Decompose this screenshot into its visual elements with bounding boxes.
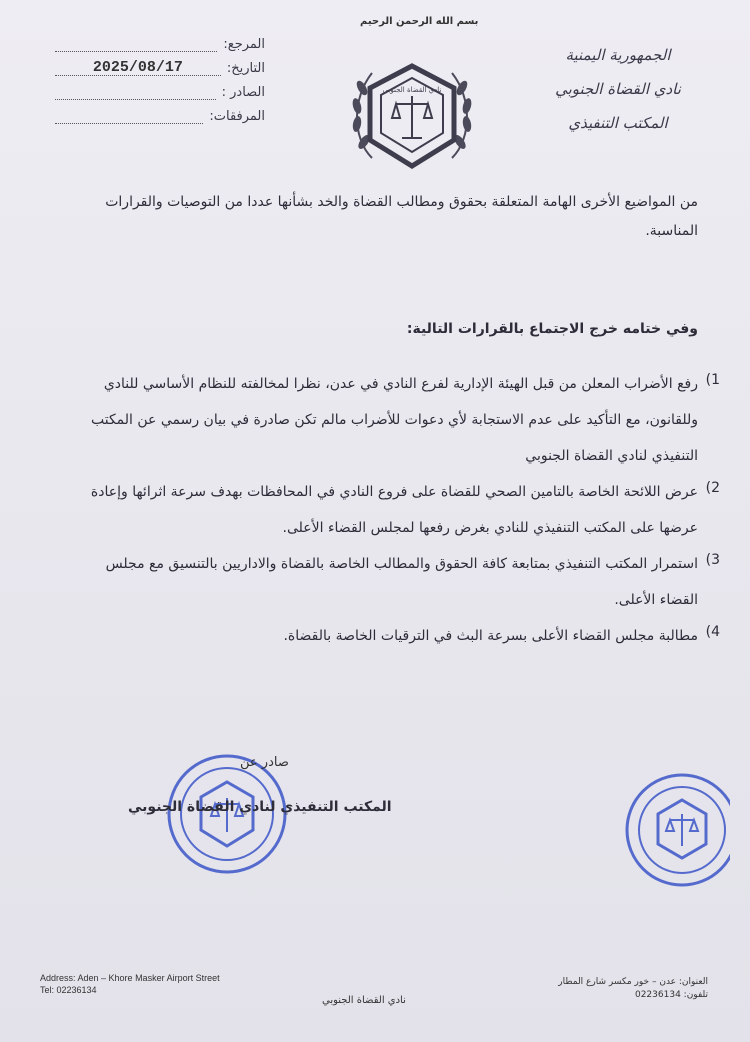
org-header — [518, 38, 718, 140]
footer-address-ar: العنوان: عدن – خور مكسر شارع المطار — [558, 977, 708, 987]
org-line-club: نادي القضاة الجنوبي — [555, 80, 681, 98]
date-value: 2025/08/17 — [55, 59, 221, 76]
issued-by-label: صادر عن — [240, 755, 289, 770]
list-item: 2) عرض اللائحة الخاصة بالتامين الصحي للقضاة على فروع النادي في المحافظات بهدف سرعة اثرائها وإعادة عرضها على المكتب التنفيذي للنادي بغرض رفعها لمجلس القضاء الأعلى. — [90, 480, 720, 536]
intro-paragraph: من المواضيع الأخرى الهامة المتعلقة بحقوق ومطالب القضاة والخد بشأنها عددا من التوصيات والقرارات المناسبة. — [105, 194, 698, 239]
partial-stamp-icon — [620, 768, 730, 893]
org-line-office: المكتب التنفيذي — [568, 114, 668, 132]
basmala: بسم الله الرحمن الرحيم — [360, 16, 479, 27]
footer-contact-ar — [558, 976, 708, 1002]
field-reference: المرجع: — [55, 28, 265, 52]
list-item: 3) استمرار المكتب التنفيذي بمتابعة كافة الحقوق والمطالب الخاصة بالقضاة والاداريين بالتنسيق مع مجلس القضاء الأعلى. — [105, 552, 720, 608]
field-outgoing: الصادر : — [55, 76, 265, 100]
footer-tel-ar: تلفون: 02236134 — [634, 990, 708, 1000]
list-item: 4) مطالبة مجلس القضاء الأعلى بسرعة البث في الترقيات الخاصة بالقضاة. — [283, 624, 720, 644]
issuing-office: المكتب التنفيذي لنادي القضاة الجنوبي — [128, 799, 392, 815]
field-date: التاريخ: 2025/08/17 — [55, 52, 265, 76]
club-emblem-icon — [342, 58, 482, 178]
footer-tel-en: Tel: 02236134 — [40, 985, 97, 995]
footer-contact-en — [40, 972, 220, 996]
footer-club-name: نادي القضاة الجنوبي — [322, 995, 406, 1006]
decisions-heading: وفي ختامه خرج الاجتماع بالقرارات التالية: — [406, 321, 698, 337]
emblem-text: نادي القضاة الجنوبي — [382, 86, 442, 94]
list-item: 1) رفع الأضراب المعلن من قبل الهيئة الإدارية لفرع النادي في عدن، نظرا لمخالفته للنظام الأساسي للنادي وللقانون، مع التأكيد على عدم الاستجابة لأي دعوات للأضراب مالم تكن صادرة في بيان رسمي عن المكتب التنفيذي لنادي القضاة الجنوبي — [90, 372, 720, 464]
field-attachments: المرفقات: — [55, 100, 265, 124]
org-line-republic: الجمهورية اليمنية — [565, 46, 671, 64]
footer-address-en: Address: Aden – Khore Masker Airport Street — [40, 973, 220, 983]
reference-fields — [55, 28, 265, 124]
decisions-list — [78, 366, 720, 654]
